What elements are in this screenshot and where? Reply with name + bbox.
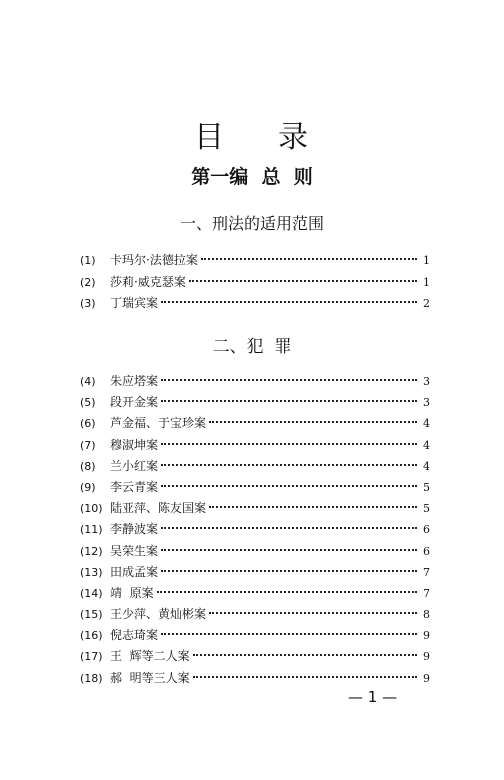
entry-number: (7) — [80, 438, 96, 452]
entry-number: (4) — [80, 375, 96, 388]
entry-number: (3) — [80, 297, 96, 310]
entry-title: 田成孟案 — [110, 564, 159, 579]
leader-dots — [161, 400, 417, 402]
toc-entry[interactable] — [80, 477, 430, 498]
entry-title: 穆淑坤案 — [110, 437, 159, 452]
toc-entry[interactable] — [80, 293, 430, 315]
toc-entry[interactable] — [80, 541, 430, 562]
entry-number: (15) — [80, 608, 103, 622]
entry-title: 靖 原案 — [110, 585, 154, 600]
toc-entry[interactable] — [80, 435, 430, 456]
entry-page: 4 — [423, 438, 430, 452]
leader-dots — [161, 549, 417, 551]
entry-title: 丁瑞宾案 — [110, 296, 159, 310]
entry-page: 3 — [423, 396, 430, 410]
entry-number: (16) — [80, 629, 103, 643]
page-title-char-1: 目 — [194, 120, 226, 155]
section-heading-2: 二、犯 罪 — [212, 337, 292, 357]
entry-page: 9 — [423, 671, 430, 685]
toc-entry[interactable] — [80, 519, 430, 540]
toc-entry[interactable] — [80, 583, 430, 604]
entry-title: 郝 明等三人案 — [110, 670, 190, 685]
leader-dots — [157, 591, 417, 593]
entry-title: 倪志琦案 — [110, 628, 159, 643]
entry-number: (17) — [80, 650, 103, 664]
leader-dots — [193, 654, 417, 656]
leader-dots — [189, 280, 417, 282]
entry-title: 莎莉·威克瑟案 — [110, 274, 186, 289]
toc-entry[interactable] — [80, 498, 430, 519]
leader-dots — [209, 421, 417, 423]
entry-number: (11) — [80, 523, 103, 537]
entry-page: 3 — [423, 375, 430, 388]
toc-list-2 — [80, 371, 430, 689]
entry-number: (5) — [80, 396, 96, 410]
toc-list-1 — [80, 250, 430, 315]
entry-title: 吴荣生案 — [110, 543, 159, 558]
entry-title: 王 辉等二人案 — [110, 649, 190, 664]
entry-number: (18) — [80, 671, 103, 685]
toc-entry[interactable] — [80, 272, 430, 294]
part-heading: 第一编 总 则 — [191, 166, 313, 188]
leader-dots — [209, 612, 417, 614]
entry-title: 卡玛尔·法德拉案 — [110, 253, 198, 267]
toc-entry[interactable] — [80, 392, 430, 413]
entry-number: (10) — [80, 502, 103, 516]
entry-number: (6) — [80, 417, 96, 431]
entry-page: 6 — [423, 544, 430, 558]
leader-dots — [161, 379, 417, 381]
section-heading-1: 一、刑法的适用范围 — [179, 214, 324, 233]
leader-dots — [161, 301, 417, 303]
entry-number: (1) — [80, 254, 96, 267]
toc-entry[interactable] — [80, 646, 430, 667]
leader-dots — [161, 570, 417, 572]
leader-dots — [193, 676, 417, 678]
leader-dots — [161, 464, 417, 466]
leader-dots — [201, 258, 417, 260]
page-number: — 1 — — [348, 688, 398, 706]
toc-entry[interactable] — [80, 562, 430, 583]
entry-page: 4 — [423, 459, 430, 473]
entry-title: 王少萍、黄灿彬案 — [110, 607, 207, 622]
toc-entry[interactable] — [80, 456, 430, 477]
entry-title: 陆亚萍、陈友国案 — [110, 501, 207, 516]
entry-page: 9 — [423, 629, 430, 643]
entry-page: 5 — [423, 502, 430, 516]
entry-number: (9) — [80, 480, 96, 494]
entry-page: 8 — [423, 608, 430, 622]
entry-page: 4 — [423, 417, 430, 431]
entry-number: (13) — [80, 565, 103, 579]
entry-title: 李静波案 — [110, 522, 159, 537]
entry-number: (8) — [80, 459, 96, 473]
toc-entry[interactable] — [80, 371, 430, 392]
toc-entry[interactable] — [80, 625, 430, 646]
entry-page: 1 — [423, 275, 430, 289]
leader-dots — [161, 633, 417, 635]
entry-page: 1 — [423, 254, 430, 267]
leader-dots — [161, 485, 417, 487]
entry-page: 7 — [423, 565, 430, 579]
entry-page: 2 — [423, 297, 430, 310]
entry-title: 兰小红案 — [110, 458, 159, 473]
entry-page: 6 — [423, 523, 430, 537]
entry-title: 芦金福、于宝珍案 — [110, 416, 207, 431]
entry-number: (14) — [80, 586, 103, 600]
entry-title: 朱应塔案 — [110, 374, 159, 388]
entry-number: (2) — [80, 275, 96, 289]
toc-entry[interactable] — [80, 604, 430, 625]
leader-dots — [209, 506, 417, 508]
toc-entry[interactable] — [80, 250, 430, 272]
page-title-char-2: 录 — [278, 120, 310, 155]
entry-page: 9 — [423, 650, 430, 664]
entry-page: 7 — [423, 586, 430, 600]
entry-number: (12) — [80, 544, 103, 558]
entry-title: 段开金案 — [110, 395, 159, 410]
leader-dots — [161, 527, 417, 529]
entry-title: 李云青案 — [110, 479, 159, 494]
toc-entry[interactable] — [80, 413, 430, 434]
leader-dots — [161, 443, 417, 445]
entry-page: 5 — [423, 480, 430, 494]
toc-entry[interactable] — [80, 668, 430, 689]
page-title — [0, 112, 504, 156]
